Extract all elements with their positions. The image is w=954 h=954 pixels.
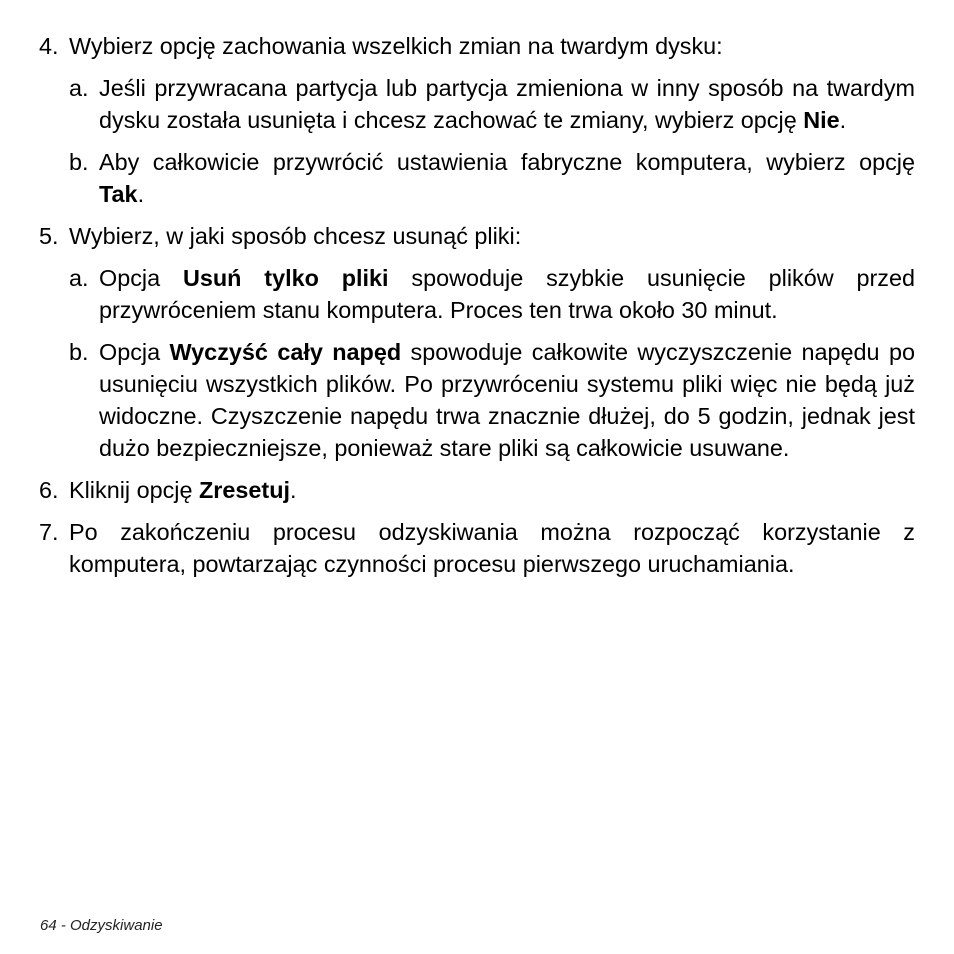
text-segment: Kliknij opcję — [69, 477, 200, 503]
step-7 — [39, 516, 915, 580]
step-number: 5. — [39, 223, 59, 249]
sub-step-letter: a. — [69, 265, 89, 291]
sub-step-text — [99, 72, 915, 136]
step-body — [69, 516, 915, 580]
text-segment: Aby całkowicie przywrócić ustawienia fabryczne komputera, wybierz opcję — [99, 149, 915, 175]
text-segment: Opcja — [99, 265, 183, 291]
sub-step-4a — [69, 72, 915, 136]
step-5 — [39, 220, 915, 464]
text-segment: spowoduje szybkie usunięcie plików przed przywróceniem stanu komputera. Proces ten trwa około 30 minut. — [99, 265, 915, 323]
instructions-list — [39, 30, 915, 590]
option-name: Zresetuj — [199, 477, 291, 503]
sub-steps — [69, 262, 915, 464]
text-segment: Jeśli przywracana partycja lub partycja zmieniona w inny sposób na twardym dysku została usunięta i chcesz zachować te zmiany, wybierz opcję — [99, 75, 915, 133]
option-name: Wyczyść cały napęd — [169, 339, 402, 365]
sub-step-5a — [69, 262, 915, 326]
step-text — [69, 474, 915, 506]
sub-step-text — [99, 336, 915, 464]
step-text: Po zakończeniu procesu odzyskiwania można rozpocząć korzystanie z komputera, powtarzając czynności procesu pierwszego uruchamiania. — [69, 519, 915, 577]
sub-step-letter: b. — [69, 339, 89, 365]
step-number: 6. — [39, 477, 59, 503]
step-number: 7. — [39, 519, 59, 545]
sub-step-5b — [69, 336, 915, 464]
sub-step-text — [99, 146, 915, 210]
text-segment: spowoduje całkowite wyczyszczenie napędu po usunięciu wszystkich plików. Po przywróceniu systemu pliki więc nie będą już widoczne. Czyszczenie napędu trwa znacznie dłużej, do 5 godzin, jednak jest dużo bezpieczniejsze, ponieważ stare pliki są całkowicie usuwane. — [99, 339, 915, 461]
step-number: 4. — [39, 33, 59, 59]
step-body — [69, 474, 915, 506]
option-name: Nie — [803, 107, 840, 133]
step-6 — [39, 474, 915, 506]
sub-step-text — [99, 262, 915, 326]
step-4 — [39, 30, 915, 210]
sub-step-4b — [69, 146, 915, 210]
step-text: Wybierz, w jaki sposób chcesz usunąć pliki: — [69, 223, 522, 249]
text-segment: . — [137, 181, 145, 207]
text-segment: . — [290, 477, 297, 503]
option-name: Tak — [99, 181, 138, 207]
text-segment: Opcja — [99, 339, 170, 365]
step-body — [69, 30, 915, 210]
sub-step-letter: a. — [69, 75, 89, 101]
step-body — [69, 220, 915, 464]
sub-step-letter: b. — [69, 149, 89, 175]
step-text: Wybierz opcję zachowania wszelkich zmian na twardym dysku: — [69, 33, 723, 59]
text-segment: . — [839, 107, 847, 133]
option-name: Usuń tylko pliki — [182, 265, 389, 291]
page-footer: 64 - Odzyskiwanie — [40, 917, 163, 934]
sub-steps — [69, 72, 915, 210]
